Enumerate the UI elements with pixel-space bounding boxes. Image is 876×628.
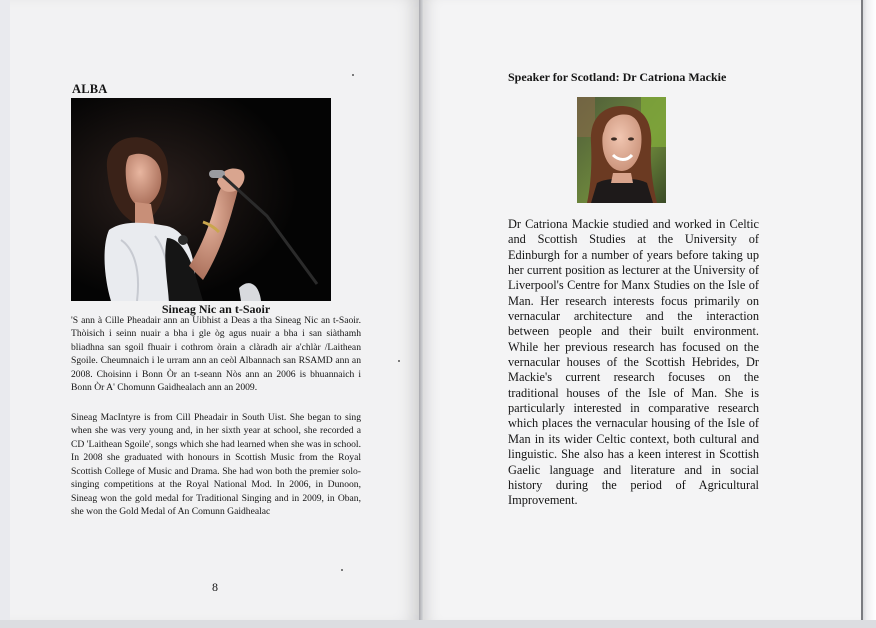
section-heading: ALBA — [72, 82, 108, 96]
scan-speck — [352, 74, 354, 76]
gaelic-biography: 'S ann à Cille Pheadair ann an Uibhist a Deas a tha Sineag Nic an t-Saoir. Thòisich i seinn nuair a bha i gle òg agus nuair a bha i san siàthamh bliadhna san sgoil fhuair i cothrom òrain a clàradh air a'chlàr /Laithean Sgoile. Cheumnaich i le urram ann an ceòl Albannach san RSAMD ann an 2008. Choisinn i Bonn Òr an t-seann Nòs ann an 2006 is bhuannaich i Bonn Òr A' Chomunn Gaidhealach ann an 2009. — [71, 315, 361, 394]
speaker-heading: Speaker for Scotland: Dr Catriona Mackie — [508, 70, 727, 84]
scan-speck — [341, 569, 343, 571]
photo-caption: Sineag Nic an t-Saoir — [161, 302, 271, 316]
scanner-edge — [861, 0, 876, 628]
show-through-left — [120, 86, 350, 98]
scan-speck — [398, 360, 400, 362]
speaker-biography: Dr Catriona Mackie studied and worked in Celtic and Scottish Studies at the University of Edinburgh for a number of years before taking up her current position as lecturer at the University of Liverpool's Centre for Manx Studies on the Isle of Man. Her research interests focus primarily on vernacular architecture and the interaction between people and their built environment. While her previous research has focused on the vernacular houses of the Scottish Hebrides, Dr Mackie's current research focuses on the traditional houses of the Isle of Man. She is particularly interested in comparative research which places the vernacular housing of the Isle of Man in its wider Celtic context, both cultural and linguistic. She also has a keen interest in Scottish Gaelic language and literature and in social history during the period of Agricultural Improvement. — [508, 217, 759, 508]
singer-photo — [71, 98, 331, 301]
show-through-right — [690, 108, 693, 120]
scanner-bottom-edge — [0, 620, 876, 628]
singer-photo-graphic — [71, 98, 331, 301]
page-number: 8 — [212, 580, 218, 594]
english-biography: Sineag MacIntyre is from Cill Pheadair in South Uist. She began to sing when she was very young and, in her sixth year at school, she recorded a CD 'Laithean Sgoile', songs which she had learned when she was in school. In 2008 she graduated with honours in Scottish Music from the Royal Scottish College of Music and Drama. She had won both the premier solo-singing competitions at the Royal National Mod. In 2006, in Dunoon, Sineag won the gold medal for Traditional Singing and in 2009, in Oban, she won the Gold Medal of An Comunn Gaidhealac — [71, 412, 361, 518]
speaker-photo — [577, 97, 666, 203]
speaker-photo-graphic — [577, 97, 666, 203]
